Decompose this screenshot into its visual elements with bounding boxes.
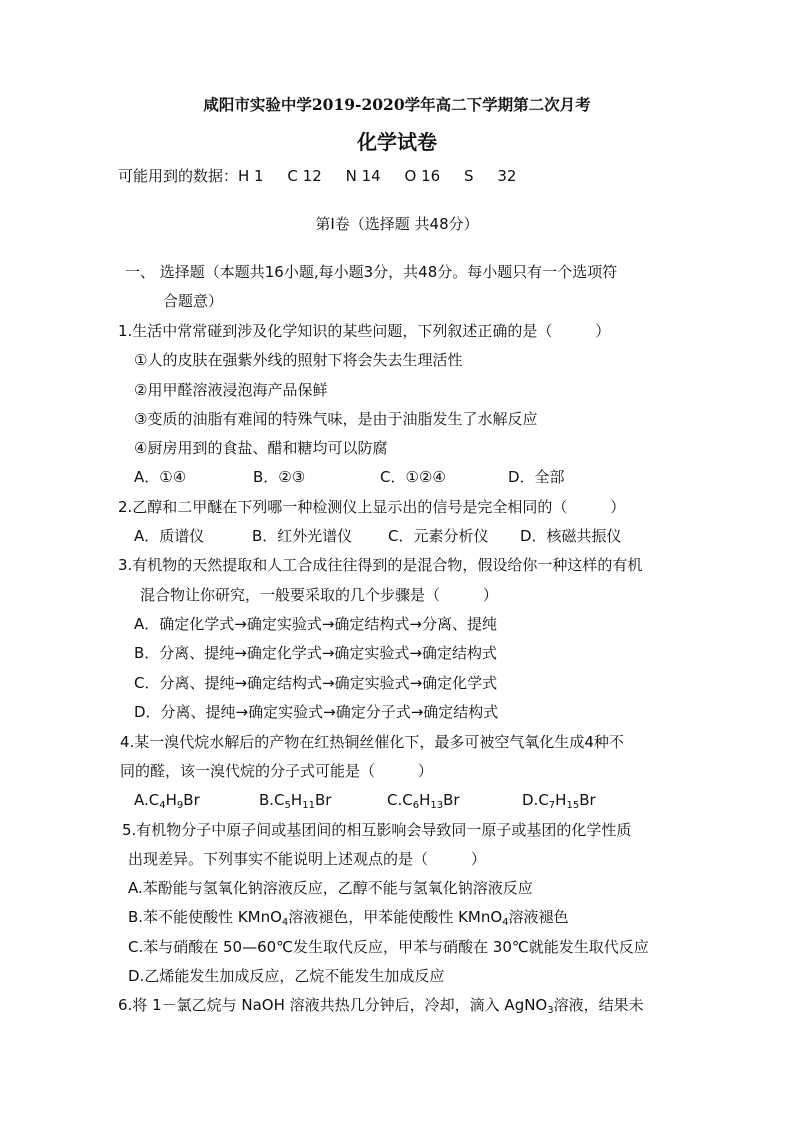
q1-option-b: B．②③ xyxy=(253,468,306,486)
q1-option-c: C．①②④ xyxy=(380,468,446,486)
q5-stem-line1: 5.有机物分子中原子间或基团间的相互影响会导致同一原子或基团的化学性质 xyxy=(122,821,632,839)
q2-option-d: D．核磁共振仪 xyxy=(520,527,622,545)
q1-option-d: D．全部 xyxy=(508,468,565,486)
q3-option-c: C．分离、提纯→确定结构式→确定实验式→确定化学式 xyxy=(134,674,498,692)
q2-option-b: B．红外光谱仪 xyxy=(252,527,353,545)
q1-statement-1: ①人的皮肤在强紫外线的照射下将会失去生理活性 xyxy=(134,351,463,369)
q4-stem-line2: 同的醛，该一溴代烷的分子式可能是（ ） xyxy=(120,762,433,780)
atomic-masses: 可能用到的数据：H 1 C 12 N 14 O 16 S 32 xyxy=(118,167,517,185)
q3-option-b: B．分离、提纯→确定化学式→确定实验式→确定结构式 xyxy=(134,644,497,662)
q1-statement-3: ③变质的油脂有难闻的特殊气味，是由于油脂发生了水解反应 xyxy=(134,410,538,428)
q1-statement-2: ②用甲醛溶液浸泡海产品保鲜 xyxy=(134,381,328,399)
section-instructions-line1: 一、 选择题（本题共16小题,每小题3分，共48分。每小题只有一个选项符 xyxy=(125,263,618,281)
q3-stem-line1: 3.有机物的天然提取和人工合成往往得到的是混合物，假设给你一种这样的有机 xyxy=(118,556,643,574)
q3-stem-line2: 混合物让你研究，一般要采取的几个步骤是（ ） xyxy=(140,586,498,604)
exam-title: 咸阳市实验中学2019-2020学年高二下学期第二次月考 xyxy=(203,95,591,114)
q4-option-a: $A.C_4H_9Br$ xyxy=(134,791,200,811)
q1-statement-4: ④厨房用到的食盐、醋和糖均可以防腐 xyxy=(134,439,388,457)
section-instructions-line2: 合题意） xyxy=(163,292,224,310)
q4-stem-line1: 4.某一溴代烷水解后的产物在红热铜丝催化下，最多可被空气氧化生成4种不 xyxy=(120,733,624,751)
q1-option-a: A．①④ xyxy=(134,468,187,486)
q5-stem-line2: 出现差异。下列事实不能说明上述观点的是（ ） xyxy=(128,850,486,868)
q4-option-b: $B.C_5H_{11}Br$ xyxy=(259,791,332,811)
q5-option-d: D.乙烯能发生加成反应，乙烷不能发生加成反应 xyxy=(128,967,445,985)
q3-option-a: A．确定化学式→确定实验式→确定结构式→分离、提纯 xyxy=(134,615,497,633)
q5-option-c: C.苯与硝酸在 50—60℃发生取代反应，甲苯与硝酸在 30℃就能发生取代反应 xyxy=(128,938,649,956)
q4-option-d: $D.C_7H_{15}Br$ xyxy=(522,791,596,811)
exam-subtitle: 化学试卷 xyxy=(357,130,437,154)
q5-option-b: B.苯不能使酸性 KMnO$_4$溶液褪色，甲苯能使酸性 KMnO$_4$溶液褪色 xyxy=(128,908,569,928)
q2-option-a: A．质谱仪 xyxy=(134,527,205,545)
q4-option-c: $C.C_6H_{13}Br$ xyxy=(387,791,460,811)
q6-stem: 6.将 1－氯乙烷与 NaOH 溶液共热几分钟后，冷却，滴入 AgNO$_3$溶液，结果未 xyxy=(118,996,644,1016)
q2-option-c: C．元素分析仪 xyxy=(388,527,489,545)
q3-option-d: D．分离、提纯→确定实验式→确定分子式→确定结构式 xyxy=(134,703,499,721)
q2-stem: 2.乙醇和二甲醚在下列哪一种检测仪上显示出的信号是完全相同的（ ） xyxy=(118,498,626,516)
q1-stem: 1.生活中常常碰到涉及化学知识的某些问题，下列叙述正确的是（ ） xyxy=(118,322,611,340)
q5-option-a: A.苯酚能与氢氧化钠溶液反应，乙醇不能与氢氧化钠溶液反应 xyxy=(128,879,533,897)
part1-heading: 第Ⅰ卷（选择题 共48分） xyxy=(315,215,479,233)
